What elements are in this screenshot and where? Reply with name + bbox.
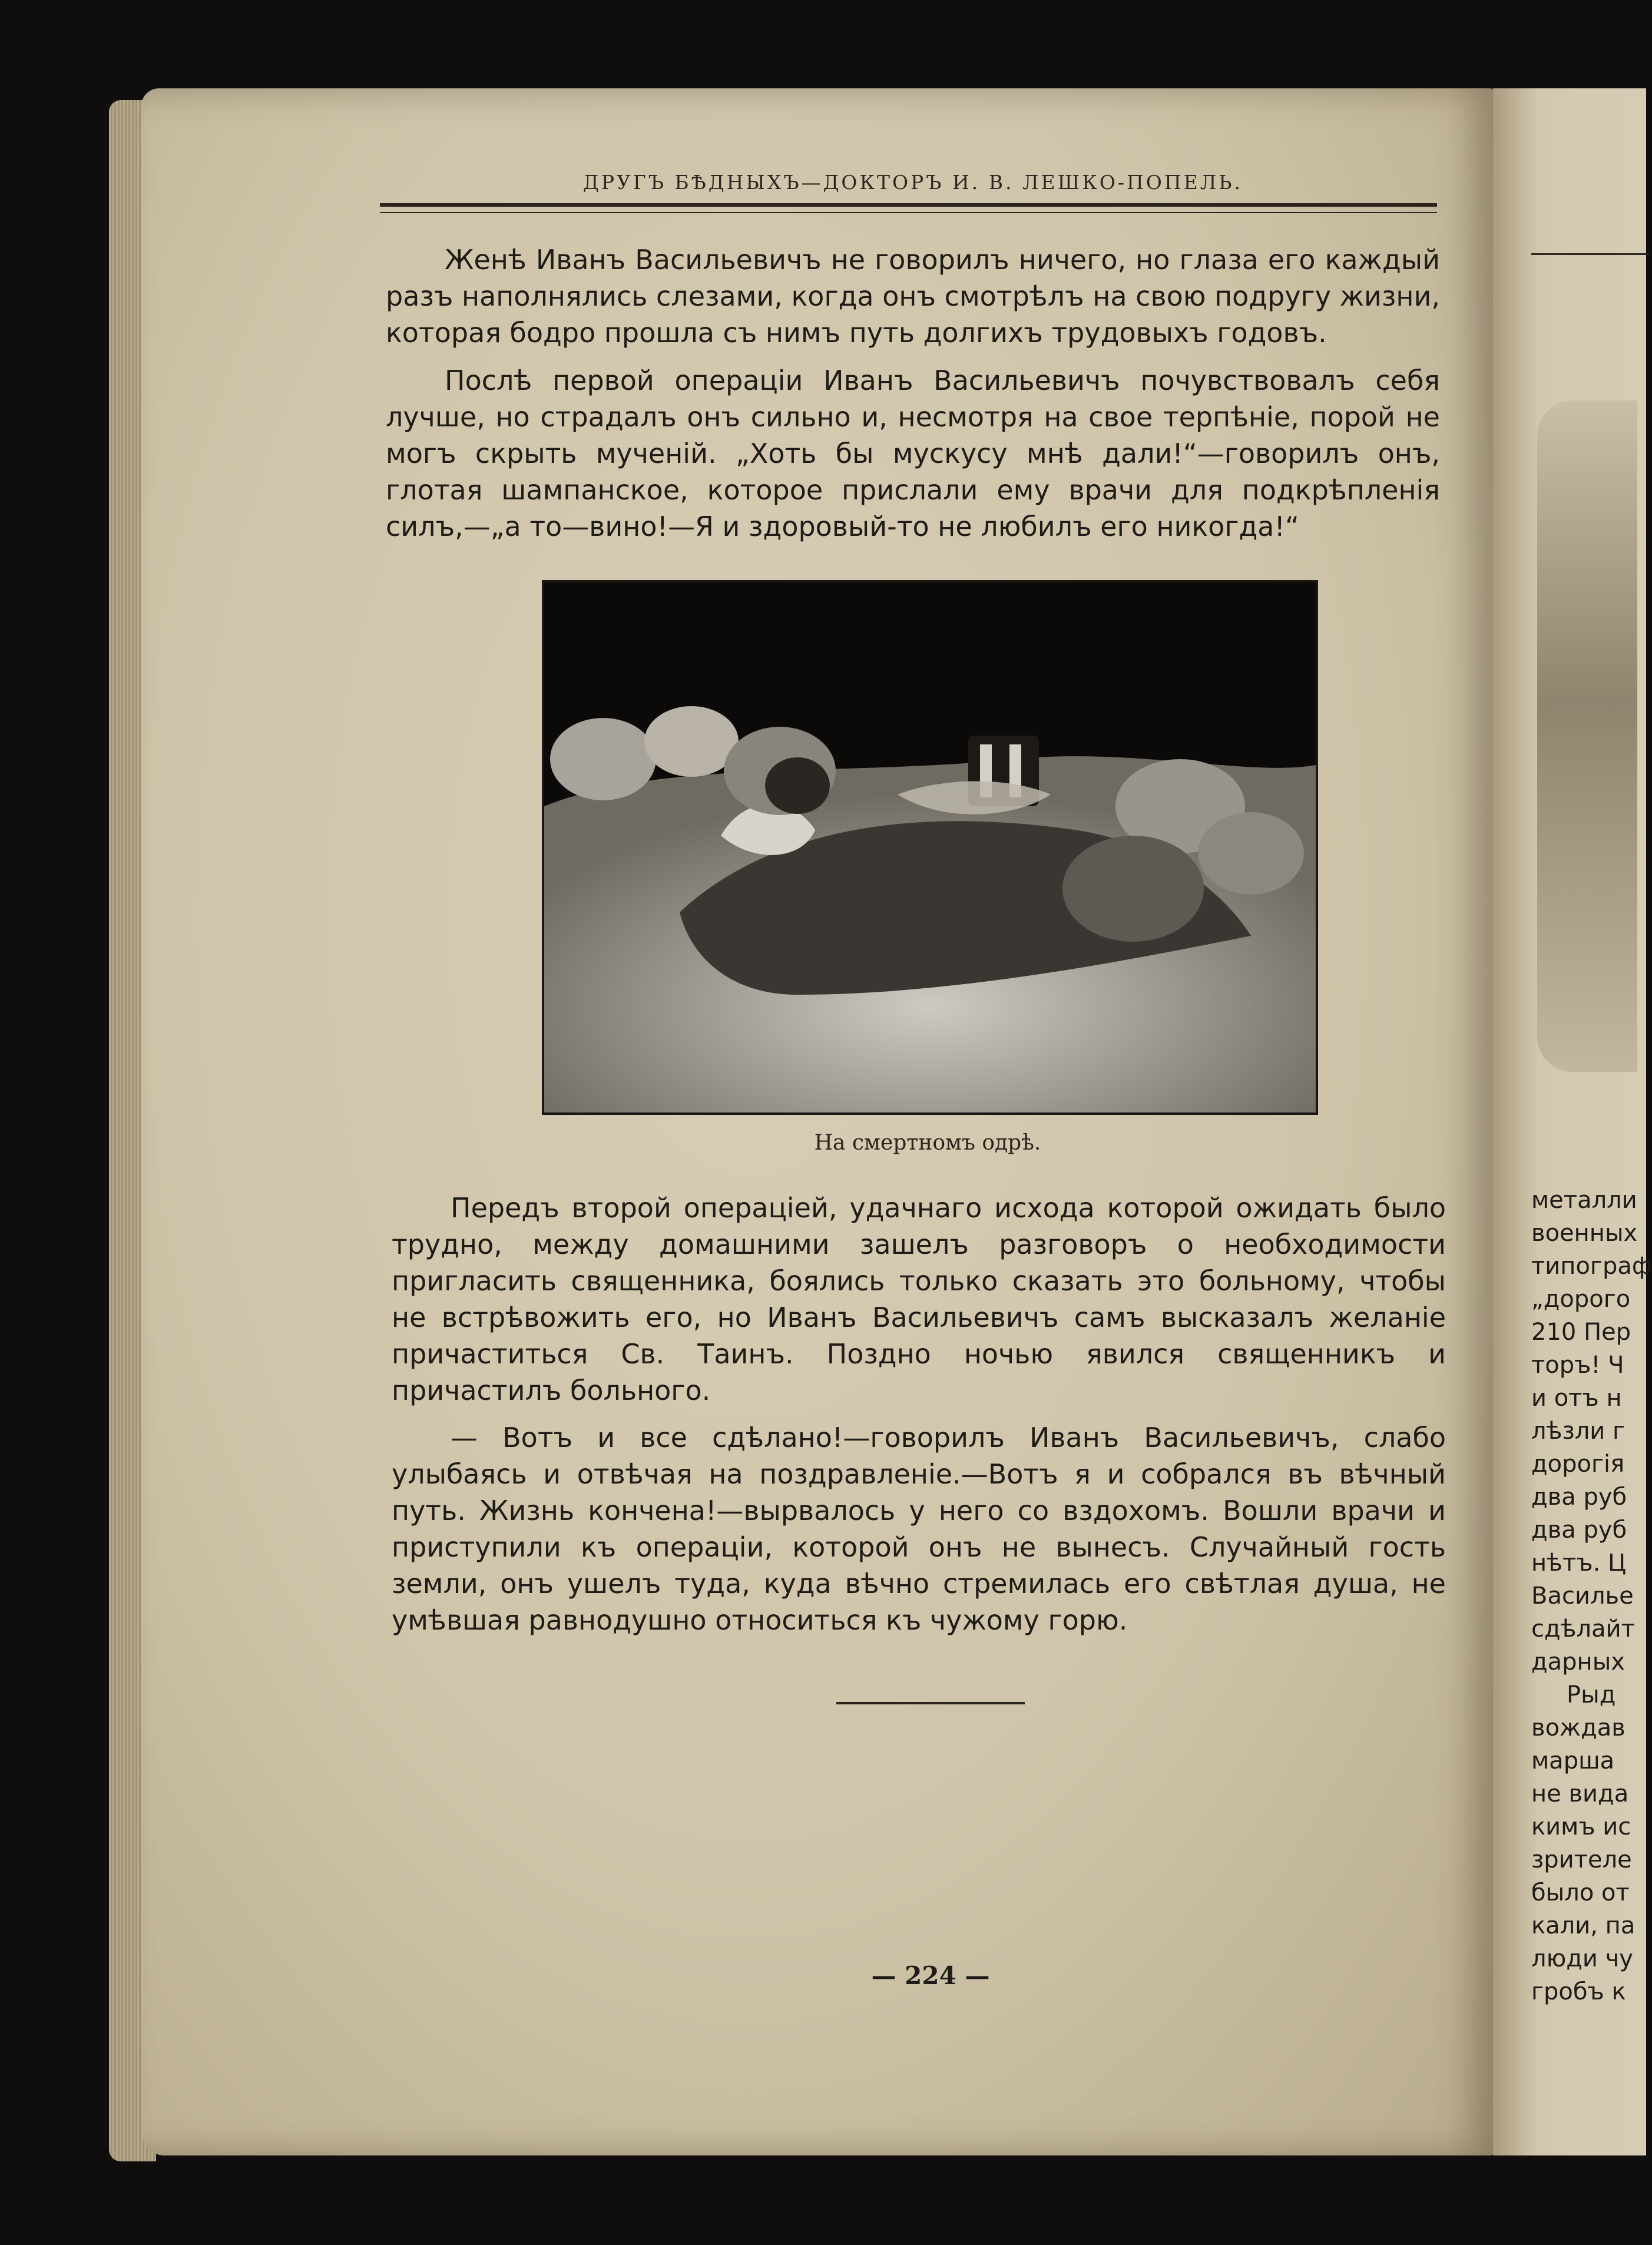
- running-head: ДРУГЪ БѢДНЫХЪ—ДОКТОРЪ И. В. ЛЕШКО-ПОПЕЛЬ.: [583, 171, 1243, 194]
- right-page-line: торъ! Ч: [1531, 1352, 1624, 1379]
- right-page-line: 210 Пер: [1531, 1319, 1631, 1346]
- right-page-line: вождав: [1531, 1714, 1625, 1741]
- right-page-line: марша: [1531, 1747, 1615, 1774]
- right-page-line: зрителе: [1531, 1846, 1632, 1873]
- paragraph-3: Передъ второй операціей, удачнаго исхода которой ожидать было трудно, между домашними зашелъ разговоръ о необходимости пригласить священника, боялись только сказать это больному, чтобы не встрѣвожить его, но Иванъ Васильевичъ самъ высказалъ желаніе причаститься Св. Таинъ. Поздно ночью явился священникъ и причастилъ больного.: [392, 1192, 1446, 1406]
- right-page-line: дорогія: [1531, 1451, 1625, 1478]
- deathbed-photo: [542, 580, 1318, 1115]
- right-page-header-rule: [1531, 253, 1649, 255]
- right-page-line: два руб: [1531, 1516, 1627, 1544]
- right-page-text-top: [1531, 1184, 1652, 1349]
- right-page-text-bottom: [1531, 1349, 1649, 2008]
- right-page-line: было от: [1531, 1879, 1630, 1906]
- right-page-line: типограф: [1531, 1253, 1652, 1280]
- paragraph-2: Послѣ первой операціи Иванъ Васильевичъ почувствовалъ себя лучше, но страдалъ онъ сильно и, несмотря на свое терпѣніе, порой не могъ скрыть мученій. „Хоть бы мускусу мнѣ дали!“—говорилъ онъ, глотая шампанское, которое прислали ему врачи для подкрѣпленія силъ,—„а то—вино!—Я и здоровый-то не любилъ его никогда!“: [386, 365, 1440, 542]
- deathbed-photo-image: [544, 582, 1316, 1112]
- right-page-line: дарных: [1531, 1648, 1625, 1676]
- right-page-line: кали, па: [1531, 1912, 1636, 1939]
- right-page-line: два руб: [1531, 1484, 1627, 1511]
- photo-caption: На смертномъ одрѣ.: [814, 1131, 1041, 1155]
- right-page-illustration: [1537, 400, 1637, 1072]
- right-page-line: „дорого: [1531, 1286, 1631, 1313]
- header-rule-thin: [380, 212, 1437, 213]
- header-rule: [380, 203, 1437, 207]
- page-number: — 224 —: [871, 1961, 990, 1990]
- right-page-line: нѣтъ. Ц: [1531, 1549, 1627, 1577]
- right-page-line: лѣзли г: [1531, 1418, 1625, 1445]
- paragraph-4: — Вотъ и все сдѣлано!—говорилъ Иванъ Васильевичъ, слабо улыбаясь и отвѣчая на поздравленіе.—Вотъ я и собрался въ вѣчный путь. Жизнь кончена!—вырвалось у него со вздохомъ. Вошли врачи и приступили къ операціи, которой онъ не вынесъ. Случайный гость земли, онъ ушелъ туда, куда вѣчно стремилась его свѣтлая душа, не умѣвшая равнодушно относиться къ чужому горю.: [392, 1422, 1446, 1636]
- section-end-rule: [836, 1702, 1025, 1704]
- right-page-line: Василье: [1531, 1582, 1634, 1610]
- right-page-line: металли: [1531, 1187, 1637, 1214]
- right-page-line: не вида: [1531, 1780, 1629, 1807]
- right-page-line: Рыд: [1567, 1681, 1616, 1708]
- right-page-line: и отъ н: [1531, 1385, 1622, 1412]
- right-page-line: гробъ к: [1531, 1978, 1626, 2005]
- right-page-line: кимъ ис: [1531, 1813, 1631, 1840]
- right-page-line: люди чу: [1531, 1945, 1633, 1972]
- right-page-line: сдѣлайт: [1531, 1615, 1635, 1643]
- paragraph-1: Женѣ Иванъ Васильевичъ не говорилъ ничего, но глаза его каждый разъ наполнялись слезами, когда онъ смотрѣлъ на свою подругу жизни, которая бодро прошла съ нимъ путь долгихъ трудовыхъ годовъ.: [386, 244, 1440, 349]
- right-page-line: военных: [1531, 1220, 1638, 1247]
